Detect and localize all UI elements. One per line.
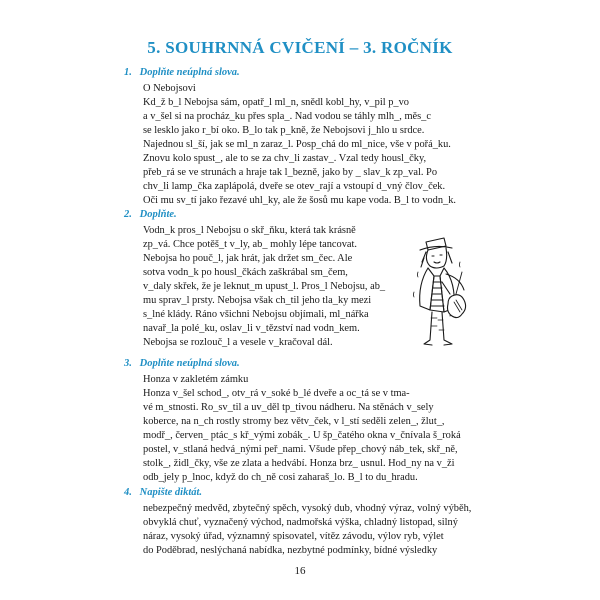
exercise-instruction: Doplňte neúplná slova. [139, 67, 240, 78]
text-line: do Poděbrad, neslýchaná nabídka, nezbytné podmínky, bídné výsledky [143, 545, 438, 556]
text-line: náraz, vysoký úřad, významný spisovatel, vítěz závodu, výlov ryb, výlet [143, 531, 444, 542]
page-number: 16 [294, 565, 306, 577]
water-goblin-illustration [404, 232, 476, 358]
text-line: a v_šel si na procház_ku přes spla_. Nad vodou se táhly mlh_, měs_c [143, 111, 431, 122]
exercise-instruction: Napište diktát. [139, 487, 203, 498]
text-line: Kd_ž b_l Nebojsa sám, opatř_l ml_n, snědl kobl_hy, v_pil p_vo [143, 97, 409, 108]
text-line: koberce, na n_ch rostly stromy bez větv_ček, v l_stí seděli zelen_, žlut_, [143, 416, 445, 427]
text-line: Nebojsa ho pouč_l, jak hrát, jak držet sm_čec. Ale [143, 253, 353, 264]
exercise-number: 2. [124, 209, 132, 220]
text-line: sotva vodn_k po housl_čkách zaškrábal sm_čem, [143, 267, 348, 278]
exercise-heading [124, 209, 177, 220]
story-title: Honza v zakletém zámku [143, 374, 249, 385]
exercise-heading [124, 67, 240, 78]
text-line: Honza v_šel schod_, otv_rá v_soké b_lé dveře a oc_tá se v tma- [143, 388, 410, 399]
text-line: Oči mu sv_tí jako řezavé uhl_ky, ale že šosů mu kape voda. B_l to vodn_k. [143, 195, 456, 206]
text-line: vé m_stnosti. Ro_sv_til a uv_děl tр_tivou nádheru. Na stěnách v_sely [143, 402, 434, 413]
text-line: Vodn_k pros_l Nebojsu o skř_ňku, která tak krásně [143, 225, 356, 236]
text-line: s_lné klády. Ráno všichni Nebojsu objímali, ml_nářka [143, 309, 369, 320]
text-line: zp_vá. Chce potěš_t v_ly, ab_ mohly lépe tancovat. [143, 239, 358, 250]
text-line: se lesklo jako r_bí oko. B_lo tak p_kně, že Nebojsovi j_hlo u srdce. [143, 125, 425, 136]
text-line: navař_la polé_ku, oslav_li v_tězství nad vodn_kem. [143, 323, 360, 334]
exercise-number: 1. [124, 67, 132, 78]
text-line: modř_, červen_ ptác_s kř_vými zobák_. U šp_čatého okna v_čnívala š_roká [143, 430, 461, 441]
exercise-number: 4. [124, 487, 132, 498]
page-title: 5. SOUHRNNÁ CVIČENÍ – 3. ROČNÍK [147, 38, 453, 57]
text-line: mu sprav_l prsty. Nebojsa však ch_til jeho tla_ky mezi [143, 295, 372, 306]
exercise-heading [124, 487, 202, 498]
exercise-number: 3. [124, 358, 132, 369]
text-line: v_daly skřek, že je leknut_m upust_l. Pros_l Nebojsu, ab_ [143, 281, 386, 292]
exercise-instruction: Doplňte neúplná slova. [139, 358, 240, 369]
text-line: chv_li lamp_čka zaplápolá, dveře se otev_rají a vstoupí d_vný člov_ček. [143, 181, 446, 192]
text-line: Najednou sl_ší, jak se ml_n zaraz_l. Posp_chá do ml_nice, vše v pořá_ku. [143, 139, 451, 150]
exercise-instruction: Doplňte. [139, 209, 177, 220]
text-line: Znovu kolo spust_, ale to se za chv_li zastav_. Vzal tedy housl_čky, [143, 153, 427, 164]
text-line: obvyklá chuť, vyznačený východ, nadmořská výška, chladný listopad, silný [143, 517, 458, 528]
text-line: postel, v_stlaná hedvá_nými peř_nami. Všude přep_chový náb_tek, skř_ně, [143, 444, 458, 455]
text-line: stolk_, židl_čky, vše ze zlata a hedvábí. Honza brz_ usnul. Hod_ny na v_ži [143, 458, 455, 469]
text-line: přeb_rá se ve strunách a hraje tak l_bezně, jako by _ slav_k zp_val. Po [143, 167, 438, 178]
text-line: nebezpečný medvěd, zbytečný spěch, vysoký dub, vhodný výraz, volný výběh, [143, 503, 472, 514]
text-line: Nebojsa se rozlouč_l a vesele v_kračoval dál. [143, 337, 333, 348]
exercise-heading [124, 358, 240, 369]
story-title: O Nebojsovi [143, 83, 196, 94]
text-line: odb_jely p_lnoc, když do ch_ně cosi zaharaš_lo. B_l to du_hradu. [143, 472, 418, 483]
